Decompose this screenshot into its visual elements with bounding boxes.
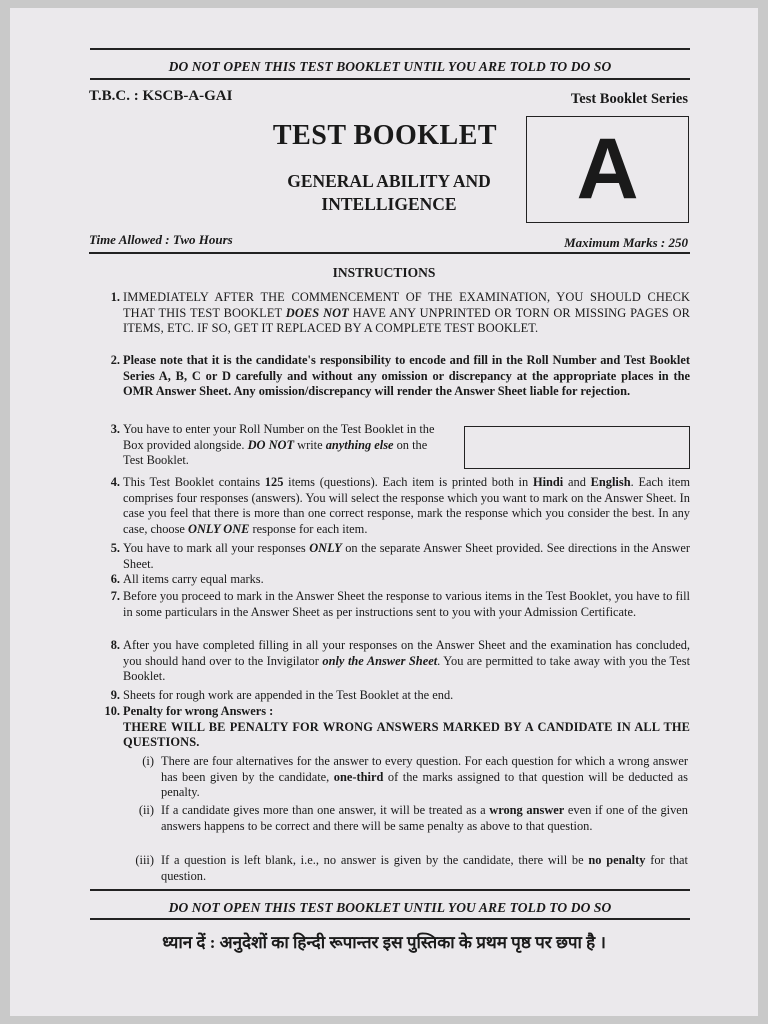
instruction-number: 6. xyxy=(110,572,120,586)
instruction-5: 5. You have to mark all your responses ONLY on the separate Answer Sheet provided. See directions in the Answer Sheet. xyxy=(90,541,690,572)
bottom-rule-upper xyxy=(90,889,690,891)
header-rule xyxy=(89,252,690,254)
test-booklet-page xyxy=(10,8,758,1016)
subject-line-1: GENERAL ABILITY AND xyxy=(287,171,491,191)
series-box xyxy=(526,116,689,223)
bottom-banner: DO NOT OPEN THIS TEST BOOKLET UNTIL YOU ARE TOLD TO DO SO xyxy=(168,900,612,915)
maximum-marks: Maximum Marks : 250 xyxy=(564,235,688,250)
instruction-9: 9. Sheets for rough work are appended in the Test Booklet at the end. xyxy=(90,688,690,704)
instruction-number: 9. xyxy=(110,688,120,702)
penalty-rule-3: (iii) If a question is left blank, i.e., no answer is given by the candidate, there will be no penalty for that question. xyxy=(135,853,688,883)
subject-line-2: INTELLIGENCE xyxy=(321,194,457,214)
instruction-number: 5. xyxy=(110,541,120,555)
series-label: Test Booklet Series xyxy=(570,91,688,107)
instruction-number: 4. xyxy=(110,475,120,489)
instruction-number: 8. xyxy=(110,638,120,652)
instruction-number: 1. xyxy=(110,290,120,304)
instruction-number: 3. xyxy=(110,422,120,436)
top-rule-lower xyxy=(90,78,690,80)
instruction-6: 6. All items carry equal marks. xyxy=(90,572,690,588)
penalty-heading: Penalty for wrong Answers : xyxy=(123,704,274,718)
instruction-1: 1. IMMEDIATELY AFTER THE COMMENCEMENT OF THE EXAMINATION, YOU SHOULD CHECK THAT THIS TEST BOOKLET DOES NOT HAVE ANY UNPRINTED OR TORN OR MISSING PAGES OR ITEMS, ETC. IF SO, GET IT REPLACED BY A COMPLETE TEST BOOKLET. xyxy=(90,290,690,337)
instruction-number: 7. xyxy=(110,589,120,603)
instruction-3: 3. You have to enter your Roll Number on the Test Booklet in the Box provided alongside. DO NOT write anything else on the Test Booklet. xyxy=(90,422,440,469)
instruction-number: 10. xyxy=(104,704,120,718)
series-letter: A xyxy=(576,121,639,217)
instruction-number: 2. xyxy=(110,353,120,367)
time-allowed: Time Allowed : Two Hours xyxy=(89,232,233,247)
tbc-code: T.B.C. : KSCB-A-GAI xyxy=(89,88,233,104)
penalty-rule-2: (ii) If a candidate gives more than one answer, it will be treated as a wrong answer even if one of the given answers happens to be correct and there will be same penalty as above to that question. xyxy=(138,803,689,833)
instruction-7: 7. Before you proceed to mark in the Answer Sheet the response to various items in the Test Booklet, you have to fill in some particulars in the Answer Sheet as per instructions sent to you with your Admission Certificate. xyxy=(90,589,690,620)
subject-title xyxy=(258,170,520,216)
bottom-rule-lower xyxy=(90,918,690,920)
instruction-10 xyxy=(90,704,690,751)
top-banner: DO NOT OPEN THIS TEST BOOKLET UNTIL YOU ARE TOLD TO DO SO xyxy=(168,59,612,74)
instruction-2: 2. Please note that it is the candidate's responsibility to encode and fill in the Roll Number and Test Booklet Series A, B, C or D carefully and without any omission or discrepancy at the appropriate places in the OMR Answer Sheet. Any omission/discrepancy will render the Answer Sheet liable for rejection. xyxy=(90,353,690,400)
top-rule-upper xyxy=(90,48,690,50)
penalty-rule-1: (i) There are four alternatives for the answer to every question. For each question for which a wrong answer has been given by the candidate, one-third of the marks assigned to that question will be deducted as penalty. xyxy=(142,754,688,800)
instructions-heading: INSTRUCTIONS xyxy=(332,265,436,280)
hindi-note: ध्यान दें : अनुदेशों का हिन्दी रूपान्तर इस पुस्तिका के प्रथम पृष्ठ पर छपा है । xyxy=(162,933,606,952)
instruction-4: 4. This Test Booklet contains 125 items (questions). Each item is printed both in Hindi and English. Each item comprises four responses (answers). You will select the response which you want to mark on the Answer Sheet. In case you feel that there is more than one correct response, mark the response which you consider the best. In any case, choose ONLY ONE response for each item. xyxy=(90,475,690,537)
page-title: TEST BOOKLET xyxy=(272,120,498,151)
penalty-warning: THERE WILL BE PENALTY FOR WRONG ANSWERS MARKED BY A CANDIDATE IN ALL THE QUESTIONS. xyxy=(123,719,690,750)
instruction-8: 8. After you have completed filling in all your responses on the Answer Sheet and the examination has concluded, you should hand over to the Invigilator only the Answer Sheet. You are permitted to take away with you the Test Booklet. xyxy=(90,638,690,685)
roll-number-box[interactable] xyxy=(464,426,690,469)
